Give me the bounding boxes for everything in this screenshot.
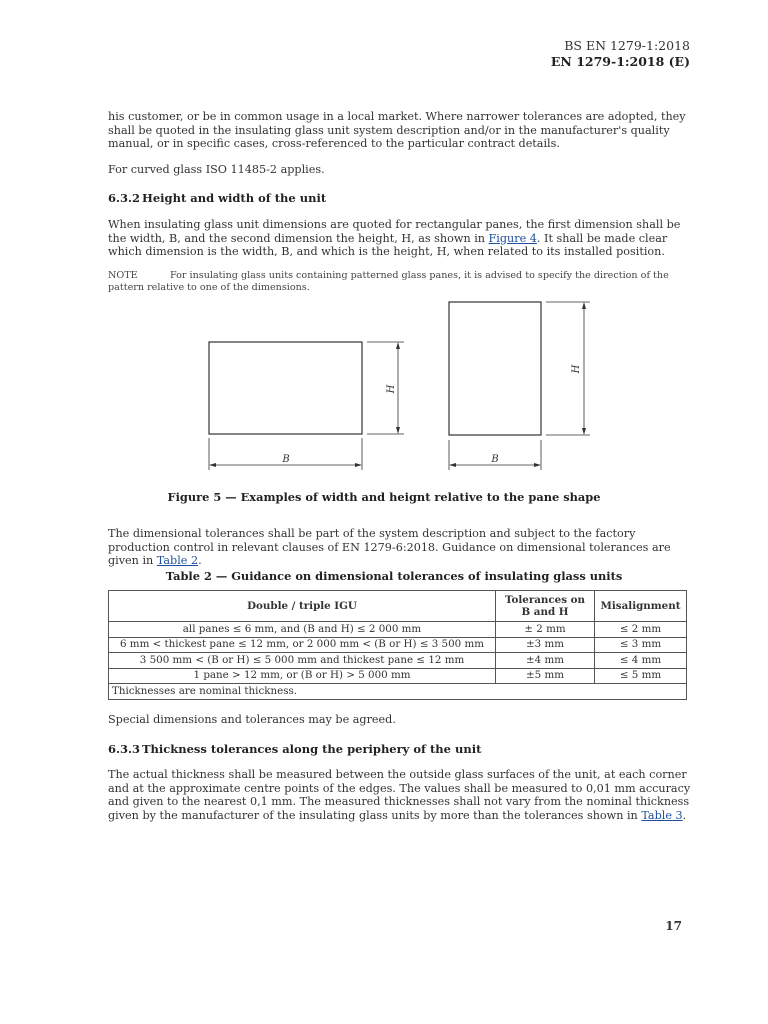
note-label: NOTE [108, 270, 138, 281]
table-cell: ≤ 3 mm [595, 637, 687, 653]
header-double-triple-igu: Double / triple IGU [109, 591, 496, 622]
table-cell: ±4 mm [496, 653, 595, 669]
table-cell: all panes ≤ 6 mm, and (B and H) ≤ 2 000 mm [109, 622, 496, 638]
paragraph-text: When insulating glass unit dimensions are quoted for rectangular panes, the first dimension shall be the width, B, and the second dimension the height, H, as shown in [108, 218, 681, 245]
table-cell: ≤ 4 mm [595, 653, 687, 669]
label-b-portrait: B [491, 454, 499, 465]
note-text: For insulating glass units containing patterned glass panes, it is advised to specify the direction of the pattern relative to one of the dimensions. [108, 270, 669, 293]
paragraph-text-end: . It shall be made clear which dimension is the width, B, and which is the height, H, when related to its installed position. [108, 231, 668, 259]
table-cell: 1 pane > 12 mm, or (B or H) > 5 000 mm [109, 668, 496, 684]
table-header-row [109, 591, 687, 622]
special-dimensions-paragraph: Special dimensions and tolerances may be agreed. [108, 713, 396, 726]
label-b-landscape: B [282, 454, 290, 465]
curved-glass-paragraph: For curved glass ISO 11485-2 applies. [108, 163, 325, 176]
page-number: 17 [665, 919, 682, 933]
header-standard-bs: BS EN 1279-1:2018 [564, 38, 690, 53]
table-footnote-row [109, 684, 687, 700]
table-footnote: Thicknesses are nominal thickness. [109, 684, 687, 700]
table-cell: ± 2 mm [496, 622, 595, 638]
header-misalignment: Misalignment [595, 591, 687, 622]
tolerance-table [108, 590, 687, 700]
table-cell: ≤ 2 mm [595, 622, 687, 638]
paragraph-text: The actual thickness shall be measured between the outside glass surfaces of the unit, at each corner and at the approximate centre points of the edges. The values shall be measured to 0,01 mm accuracy and given to the nearest 0,1 mm. The measured thicknesses shall not vary from the nominal thickness given by the manufacturer of the insulating glass units by more than the tolerances shown in [108, 768, 691, 822]
landscape-pane [209, 342, 362, 434]
table-cell: ±5 mm [496, 668, 595, 684]
tolerances-paragraph [108, 527, 693, 568]
section-number: 6.3.3 [108, 742, 141, 756]
header-standard-en: EN 1279-1:2018 (E) [550, 54, 690, 69]
table-2-link[interactable]: Table 2 [156, 554, 199, 568]
figure-4-link[interactable]: Figure 4 [488, 231, 537, 245]
section-number: 6.3.2 [108, 191, 141, 205]
header-tolerances: Tolerances on B and H [496, 591, 595, 622]
table-row [109, 637, 687, 653]
section-title: Thickness tolerances along the periphery of the unit [142, 742, 482, 756]
table-cell: 3 500 mm < (B or H) ≤ 5 000 mm and thickest pane ≤ 12 mm [109, 653, 496, 669]
paragraph-end: . [682, 808, 687, 822]
section-title: Height and width of the unit [142, 191, 327, 205]
table-row [109, 622, 687, 638]
label-h-portrait: H [571, 364, 582, 374]
table-cell: ±3 mm [496, 637, 595, 653]
portrait-pane [449, 302, 541, 435]
table-3-link[interactable]: Table 3 [641, 808, 683, 822]
table-row [109, 653, 687, 669]
table-title: Table 2 — Guidance on dimensional tolerances of insulating glass units [165, 569, 623, 583]
table-row [109, 668, 687, 684]
table-cell: ≤ 5 mm [595, 668, 687, 684]
thickness-paragraph [108, 768, 693, 822]
table-cell: 6 mm < thickest pane ≤ 12 mm, or 2 000 mm < (B or H) ≤ 3 500 mm [109, 637, 496, 653]
intro-paragraph: his customer, or be in common usage in a local market. Where narrower tolerances are adopted, they shall be quoted in the insulating glass unit system description and/or in the manufacturer's quality manual, or in specific cases, cross-referenced to the particular contract details. [108, 110, 686, 151]
paragraph-text: The dimensional tolerances shall be part of the system description and subject to the factory production control in relevant clauses of EN 1279-6:2018. Guidance on dimensional tolerances are given in [108, 527, 671, 568]
label-h-landscape: H [386, 384, 397, 394]
figure-caption: Figure 5 — Examples of width and heignt relative to the pane shape [167, 490, 601, 504]
section-heading-6-3-3 [108, 742, 481, 756]
paragraph-end: . [198, 554, 202, 568]
